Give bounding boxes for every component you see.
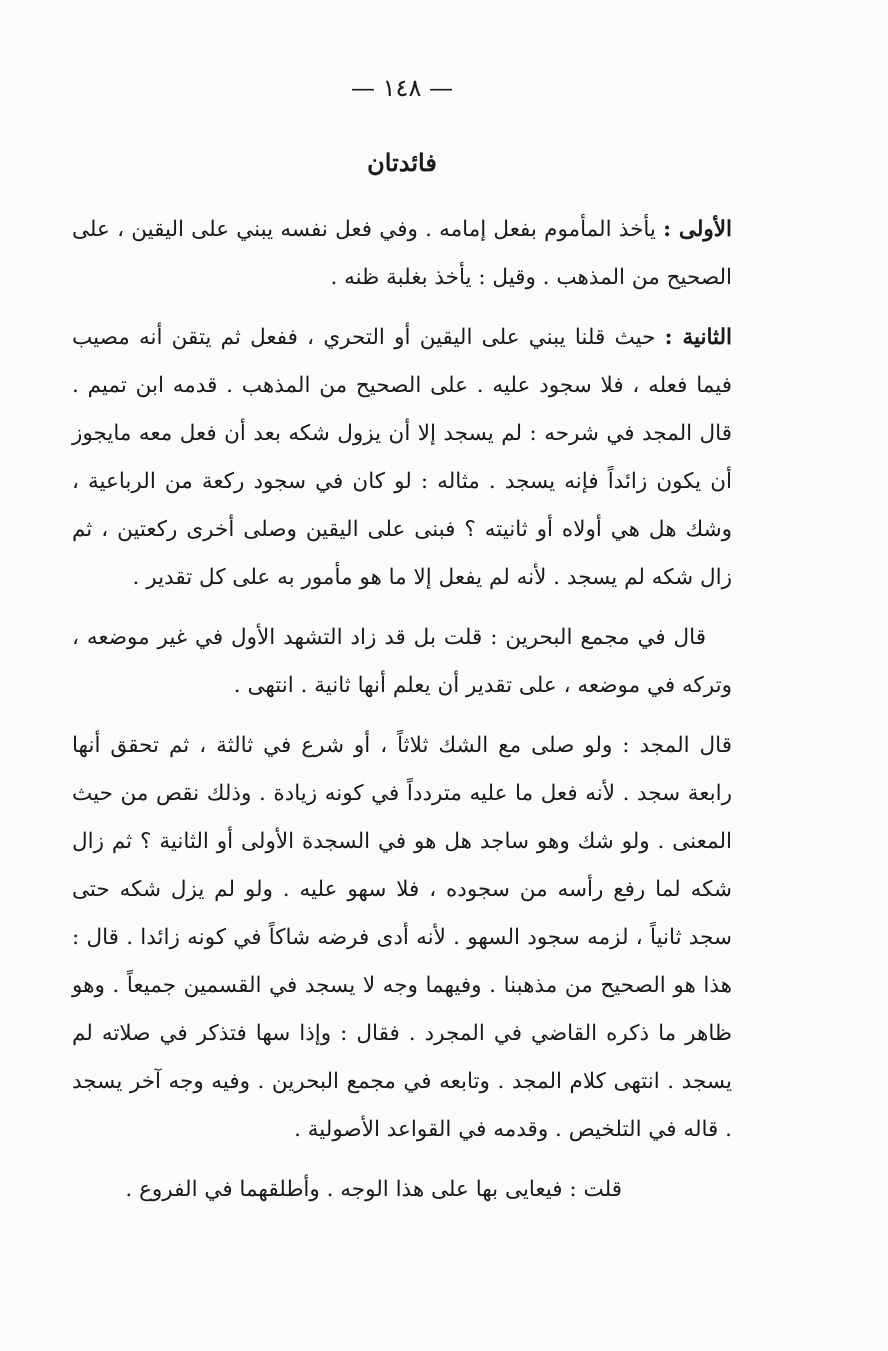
body-text (72, 206, 732, 1226)
paragraph-text-first: يأخذ المأموم بفعل إمامه . وفي فعل نفسه يبني على اليقين ، على الصحيح من المذهب . وقيل : يأخذ بغلبة ظنه . (72, 217, 732, 290)
paragraph-text-majma: قال في مجمع البحرين : قلت بل قد زاد التشهد الأول في غير موضعه ، وتركه في موضعه ، على تقدير أن يعلم أنها ثانية . انتهى . (72, 625, 732, 698)
section-heading: فائدتان (367, 148, 437, 177)
page-number: — ١٤٨ — (351, 74, 453, 102)
paragraph-majma (72, 614, 732, 710)
paragraph-majd (72, 722, 732, 1154)
paragraph-text-majd: قال المجد : ولو صلى مع الشك ثلاثاً ، أو شرع في ثالثة ، ثم تحقق أنها رابعة سجد . لأنه فعل ما عليه متردداً في كونه زيادة . وذلك نقص من حيث المعنى . ولو شك وهو ساجد هل هو في السجدة الأولى أو الثانية ؟ ثم زال شكه لما رفع رأسه من سجوده ، فلا سهو عليه . ولو لم يزل شكه حتى سجد ثانياً ، لزمه سجود السهو . لأنه أدى فرضه شاكاً في كونه زائدا . قال : هذا هو الصحيح من مذهبنا . وفيهما وجه لا يسجد في القسمين جميعاً . وهو ظاهر ما ذكره القاضي في المجرد . فقال : وإذا سها فتذكر في صلاته لم يسجد . انتهى كلام المجد . وتابعه في مجمع البحرين . وفيه وجه آخر يسجد . قاله في التلخيص . وقدمه في القواعد الأصولية . (72, 733, 732, 1142)
paragraph-closing (72, 1166, 732, 1214)
paragraph-text-closing: قلت : فيعايى بها على هذا الوجه . وأطلقهما في الفروع . (125, 1177, 622, 1202)
paragraph-first (72, 206, 732, 302)
paragraph-lead-first: الأولى : (663, 217, 732, 242)
paragraph-text-second: حيث قلنا يبني على اليقين أو التحري ، ففعل ثم يتقن أنه مصيب فيما فعله ، فلا سجود عليه . على الصحيح من المذهب . قدمه ابن تميم . قال المجد في شرحه : لم يسجد إلا أن يزول شكه بعد أن فعل معه مايجوز أن يكون زائداً فإنه يسجد . مثاله : لو كان في سجود ركعة من الرباعية ، وشك هل هي أولاه أو ثانيته ؟ فبنى على اليقين وصلى أخرى ركعتين ، ثم زال شكه لم يسجد . لأنه لم يفعل إلا ما هو مأمور به على كل تقدير . (72, 325, 732, 590)
paragraph-second (72, 314, 732, 602)
paragraph-lead-second: الثانية : (664, 325, 733, 350)
document-page (72, 60, 732, 1310)
